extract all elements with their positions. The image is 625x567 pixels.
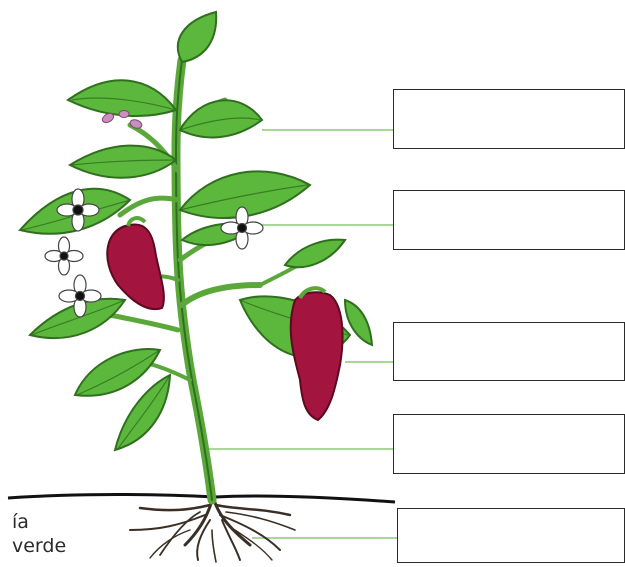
flower — [45, 237, 83, 275]
watermark-logo — [12, 510, 66, 558]
label-box-root[interactable] — [397, 508, 625, 563]
leaf — [345, 300, 372, 345]
label-box-fruit[interactable] — [393, 322, 625, 381]
watermark-line-1: ía — [12, 511, 29, 533]
pepper-fruit-right — [291, 292, 343, 420]
pepper-fruit-left — [107, 224, 164, 309]
roots — [130, 500, 295, 562]
leaf — [178, 12, 216, 62]
leaf — [75, 349, 160, 396]
leaf-veins — [22, 98, 348, 450]
label-box-stem[interactable] — [393, 414, 625, 474]
soil-line — [8, 495, 395, 503]
label-box-flower[interactable] — [393, 190, 625, 250]
leaf — [285, 240, 345, 268]
watermark-line-2: verde — [12, 535, 67, 557]
label-box-leaf[interactable] — [393, 89, 625, 149]
